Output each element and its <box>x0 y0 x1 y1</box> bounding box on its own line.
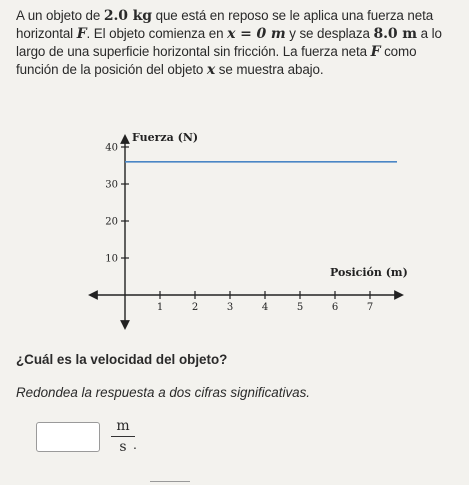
y-tick-label-30: 30 <box>105 179 118 191</box>
problem-text-5: a lo largo de una superficie horizontal sin fricción. La fuerza neta <box>16 26 442 59</box>
problem-text-4: y se desplaza <box>285 26 374 41</box>
problem-text-6: como función de la posición del objeto <box>16 44 417 77</box>
x-tick-label-2: 2 <box>191 302 199 313</box>
answer-input[interactable] <box>36 422 100 452</box>
x-tick-label-5: 5 <box>296 302 304 313</box>
x-axis-label: Posición (m) <box>330 266 408 279</box>
fraction-bar <box>111 436 135 437</box>
distance-value: 8.0 m <box>373 26 417 42</box>
y-tick-label-10: 10 <box>105 253 118 265</box>
initial-position: x = 0 m <box>227 26 286 42</box>
x-tick-label-6: 6 <box>331 302 339 313</box>
mass-value: 2.0 kg <box>103 8 152 24</box>
problem-text-1: A un objeto de <box>16 8 104 23</box>
y-axis-label: Fuerza (N) <box>132 131 199 144</box>
problem-statement <box>16 7 456 79</box>
question-text: ¿Cuál es la velocidad del objeto? <box>16 352 228 367</box>
x-tick-label-1: 1 <box>156 302 164 313</box>
problem-text-7: se muestra abajo. <box>215 62 324 77</box>
y-tick-label-20: 20 <box>105 216 118 228</box>
position-symbol: x <box>206 62 216 78</box>
unit-period: . <box>133 436 137 452</box>
instruction-text: Redondea la respuesta a dos cifras significativas. <box>16 385 311 400</box>
unit-numerator: m <box>116 418 130 434</box>
divider-line <box>150 481 190 482</box>
problem-text-2: que está en reposo se le aplica una fuerza neta horizontal <box>16 8 434 41</box>
force-symbol-2: F <box>370 44 381 60</box>
problem-text-3: . El objeto comienza en <box>86 26 228 41</box>
x-tick-label-3: 3 <box>226 302 234 313</box>
unit-denominator: s <box>119 439 127 456</box>
x-tick-label-4: 4 <box>261 302 269 313</box>
x-tick-label-7: 7 <box>366 302 374 313</box>
force-symbol: F <box>76 26 87 42</box>
y-tick-label-40: 40 <box>105 142 118 154</box>
unit-fraction <box>111 418 135 455</box>
force-position-chart <box>82 128 412 338</box>
